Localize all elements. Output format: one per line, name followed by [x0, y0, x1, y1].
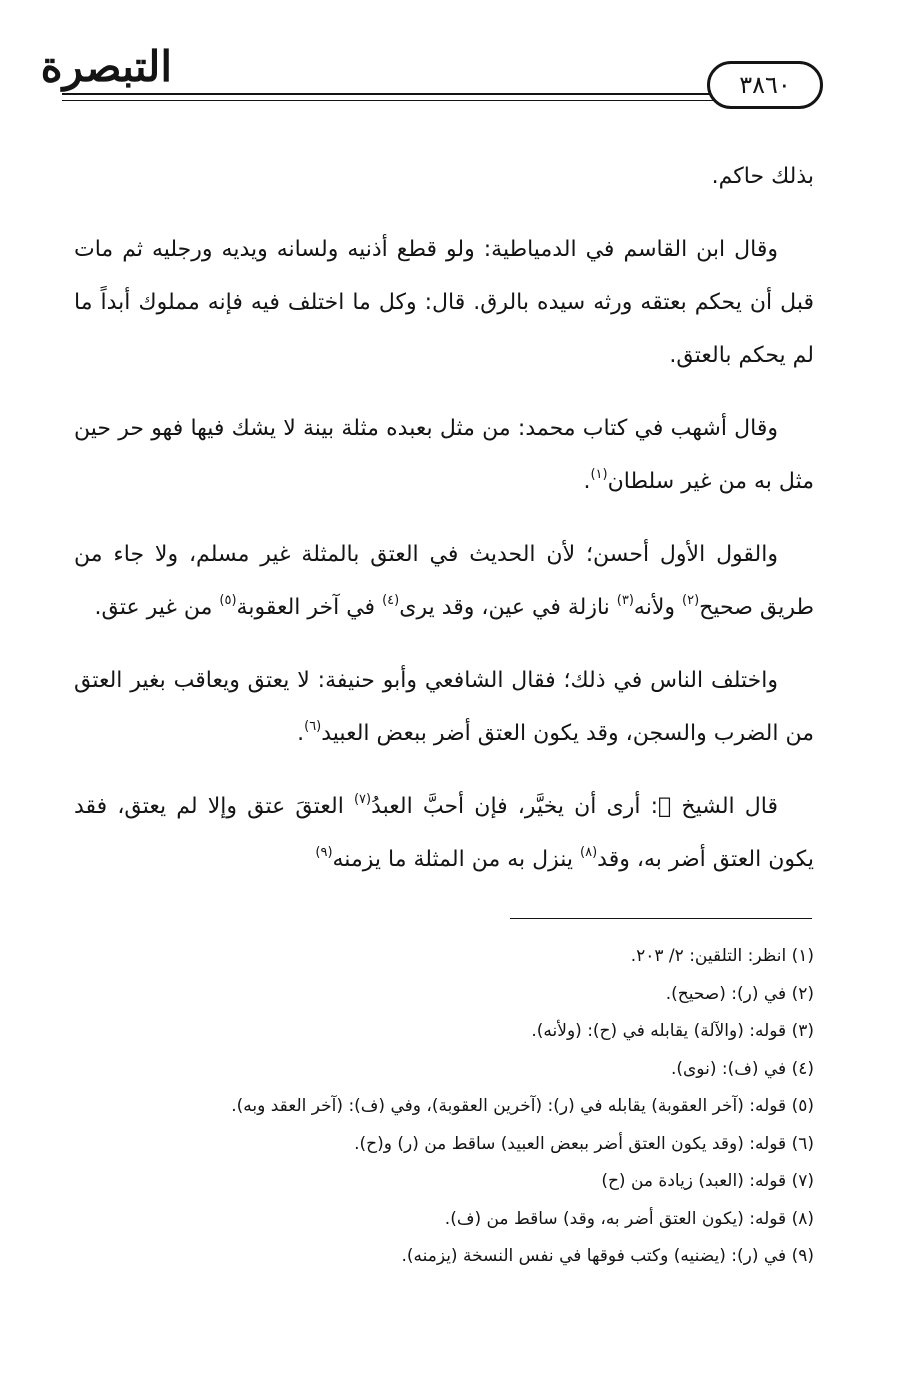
footnote-ref-1[interactable]: (١)	[590, 467, 608, 482]
footnote-6: (٦) قوله: (وقد يكون العتق أضر ببعض العبيد) ساقط من (ر) و(ح).	[354, 1133, 814, 1154]
paragraph-4-text-e: من غير عتق.	[94, 595, 220, 620]
footnote-1: (١) انظر: التلقين: ٢/ ٢٠٣.	[630, 946, 814, 966]
footnote-2: (٢) في (ر): (صحيح).	[665, 983, 814, 1004]
paragraph-6-text-c: ينزل به من المثلة ما يزمنه	[332, 847, 581, 872]
paragraph-4-text-d: في آخر العقوبة	[236, 595, 383, 620]
paragraph-5	[74, 654, 814, 760]
footnotes	[120, 938, 814, 1276]
page-number-badge	[707, 61, 823, 109]
header-rule-top	[62, 93, 814, 95]
footnote-3: (٣) قوله: (والآلة) يقابله في (ح): (ولأنه).	[531, 1021, 814, 1041]
paragraph-6-text-a: قال الشيخ ﷬: أرى أن يخيَّر، فإن أحبَّ العبدُ	[371, 794, 778, 819]
footnote-ref-2[interactable]: (٢)	[682, 593, 700, 608]
paragraph-1: بذلك حاكم.	[711, 164, 814, 189]
paragraph-3	[74, 402, 814, 508]
header-rule-bottom	[62, 100, 814, 101]
paragraph-5-text: واختلف الناس في ذلك؛ فقال الشافعي وأبو حنيفة: لا يعتق ويعاقب بغير العتق من الضرب والسجن، وقد يكون العتق أضر ببعض العبيد	[74, 668, 814, 746]
footnote-ref-4[interactable]: (٤)	[382, 593, 400, 608]
paragraph-4-text-c: نازلة في عين، وقد يرى	[399, 595, 617, 620]
footnote-ref-8[interactable]: (٨)	[580, 845, 598, 860]
footnote-ref-3[interactable]: (٣)	[616, 593, 634, 608]
paragraph-4-text-a: والقول الأول أحسن؛ لأن الحديث في العتق بالمثلة غير مسلم، ولا جاء من طريق صحيح	[74, 542, 814, 620]
footnote-7: (٧) قوله: (العبد) زيادة من (ح)	[601, 1171, 814, 1191]
paragraph-4-text-b: ولأنه	[633, 595, 683, 620]
footnote-5: (٥) قوله: (آخر العقوبة) يقابله في (ر): (آخرين العقوبة)، وفي (ف): (آخر العقد وبه).	[231, 1096, 814, 1116]
page-number: ٣٨٦٠	[739, 71, 791, 99]
paragraph-3-text: وقال أشهب في كتاب محمد: من مثل بعبده مثلة بينة لا يشك فيها فهو حر حين مثل به من غير سلطان	[74, 416, 814, 494]
paragraph-4	[74, 528, 814, 634]
footnote-8: (٨) قوله: (يكون العتق أضر به، وقد) ساقط من (ف).	[444, 1208, 814, 1229]
footnote-ref-5[interactable]: (٥)	[219, 593, 237, 608]
footnote-9: (٩) في (ر): (يضنيه) وكتب فوقها في نفس النسخة (يزمنه).	[401, 1246, 814, 1266]
paragraph-6	[74, 780, 814, 886]
footnote-separator	[510, 918, 812, 919]
footnote-4: (٤) في (ف): (نوى).	[670, 1058, 814, 1079]
footnote-ref-6[interactable]: (٦)	[304, 719, 322, 734]
paragraph-5-end: .	[297, 721, 305, 746]
paragraph-2: وقال ابن القاسم في الدمياطية: ولو قطع أذنيه ولسانه ويديه ورجليه ثم مات قبل أن يحكم بعتقه ورثه سيده بالرق. قال: وكل ما اختلف فيه فإنه مملوك أبداً ما لم يحكم بالعتق.	[74, 237, 814, 368]
footnote-ref-9[interactable]: (٩)	[315, 845, 333, 860]
running-title: التبصرة	[40, 42, 172, 91]
paragraph-6-text-b: العتقَ عتق وإلا لم يعتق، فقد يكون العتق أضر به، وقد	[74, 794, 814, 872]
paragraph-3-end: .	[583, 469, 591, 494]
footnote-ref-7[interactable]: (٧)	[353, 792, 372, 807]
main-text	[74, 150, 814, 906]
